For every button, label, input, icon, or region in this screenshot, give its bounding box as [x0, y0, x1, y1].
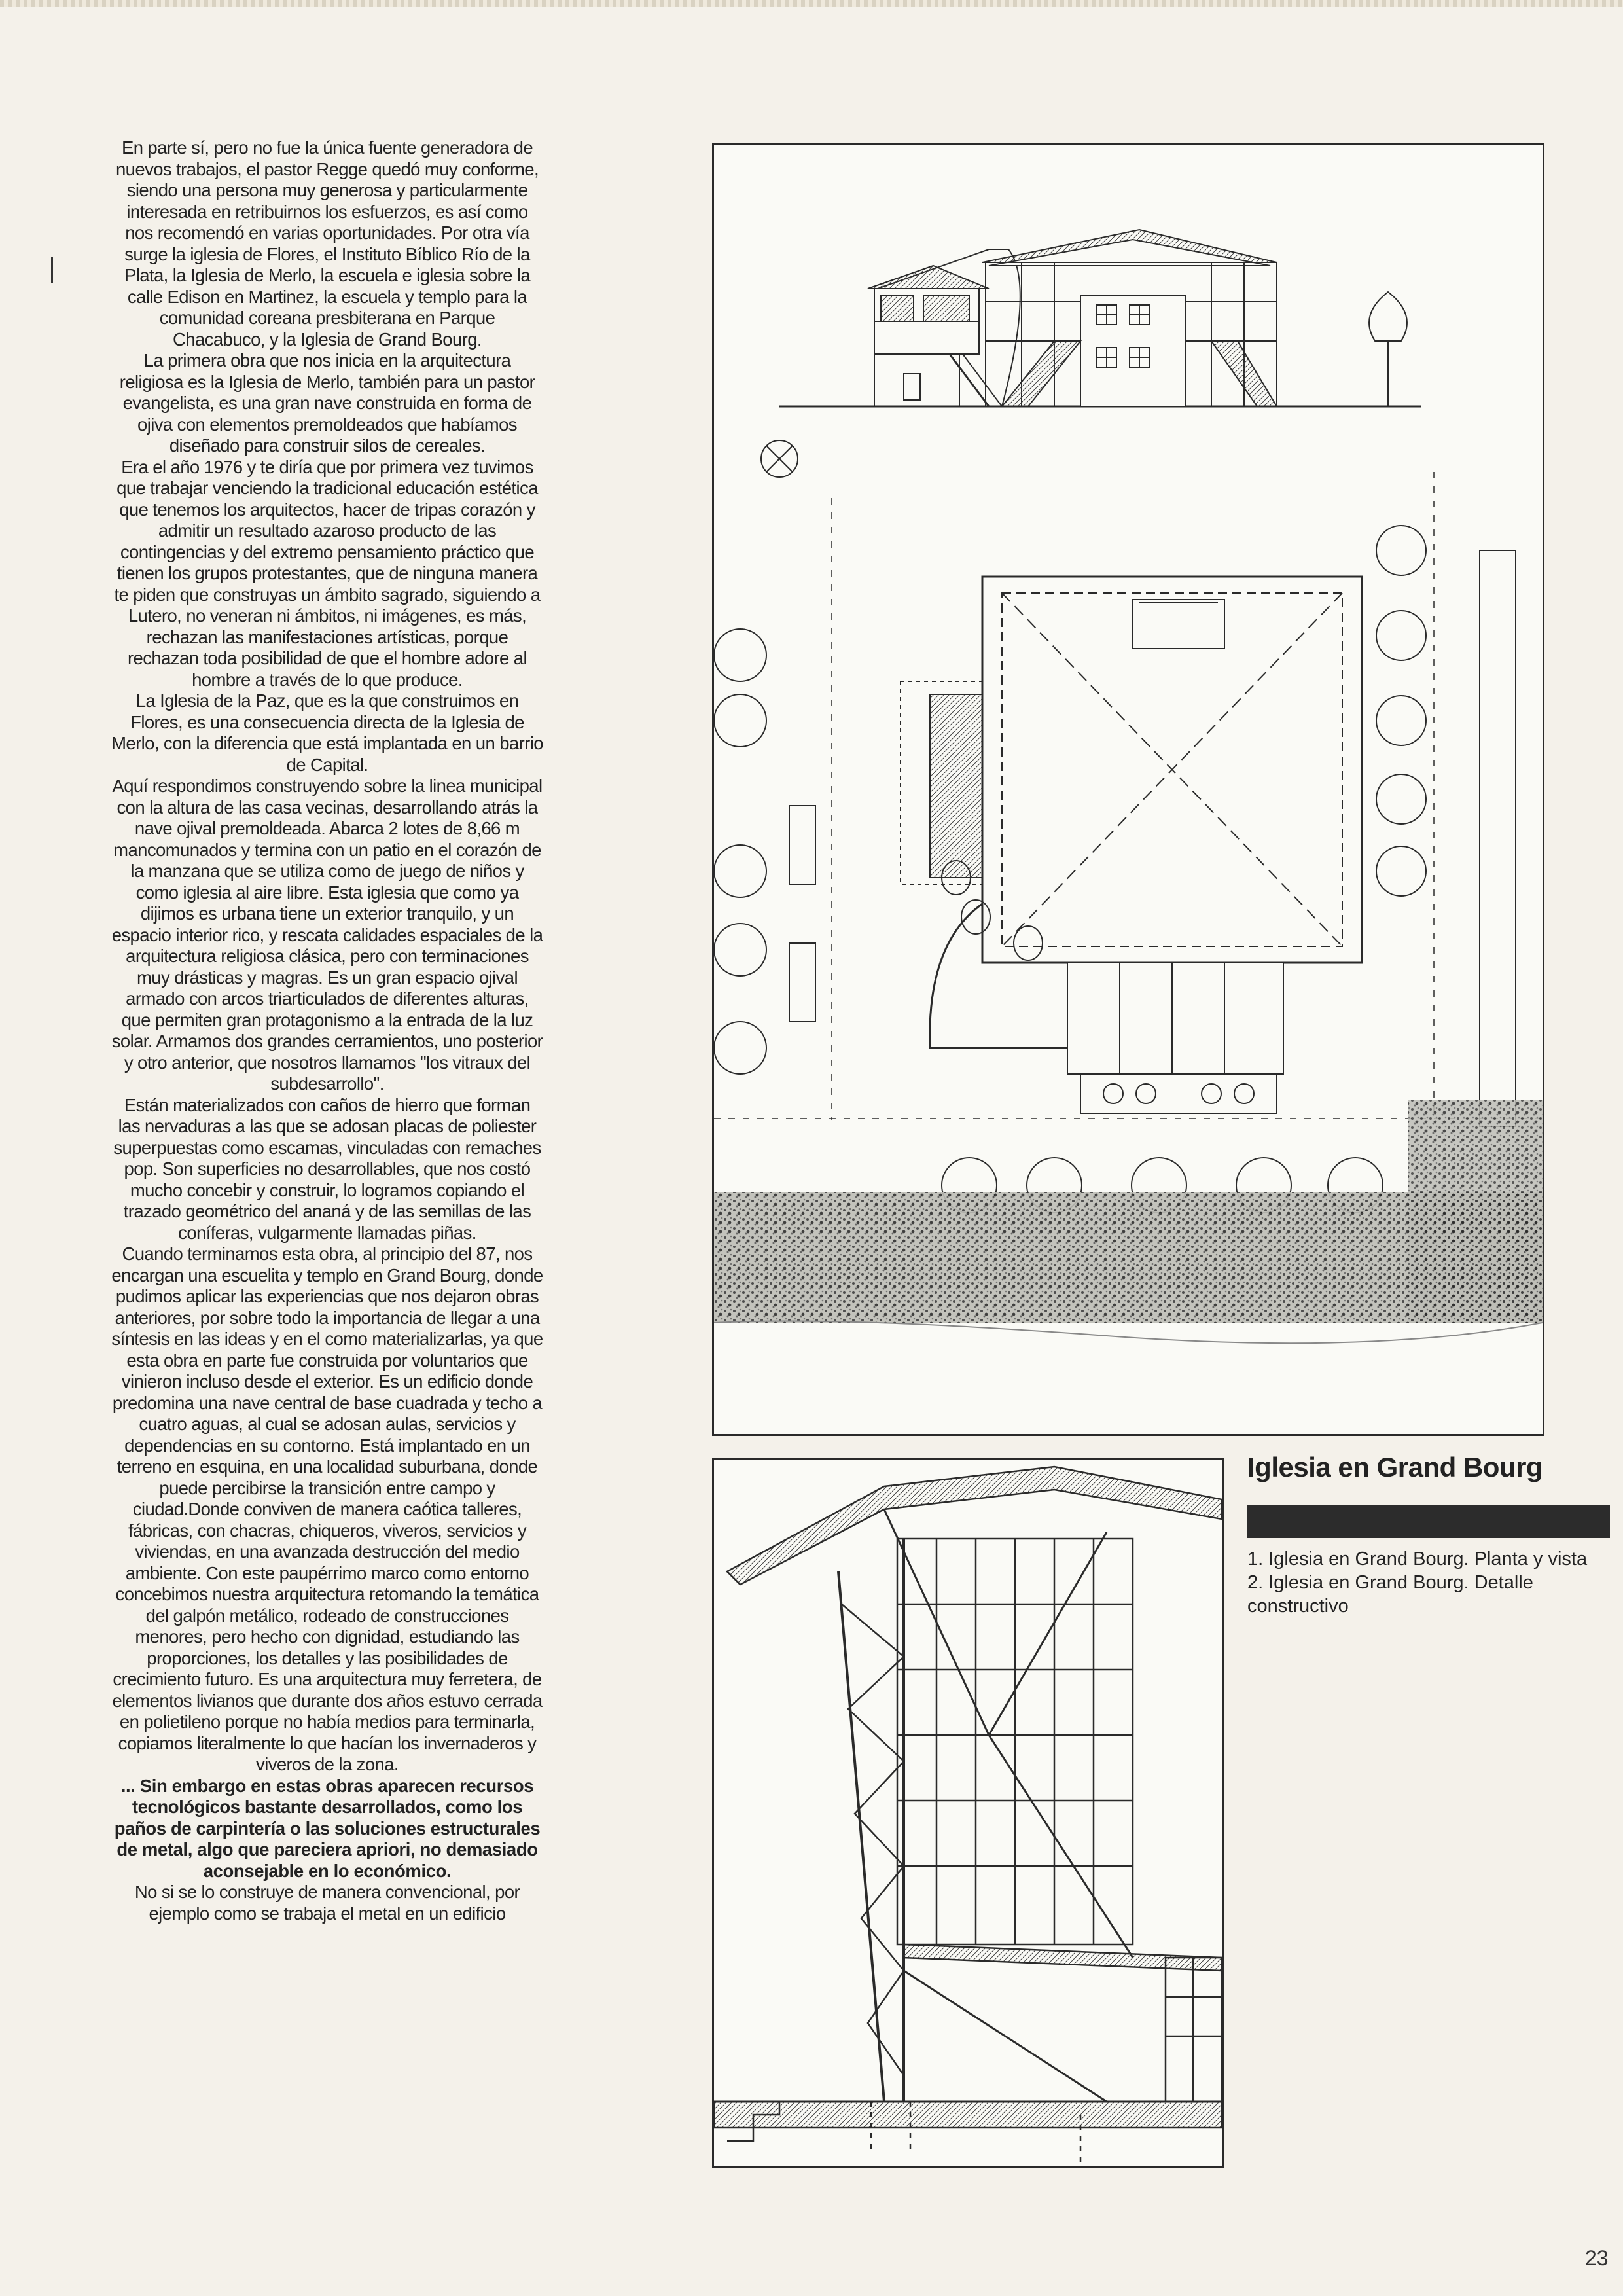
paragraph: En parte sí, pero no fue la única fuente generadora de nuevos trabajos, el pastor Regge quedó muy conforme, siendo una persona muy generosa y particularmente interesada en retribuirnos los esfuerzos, es así como nos recomendó en varias oportunidades. Por otra vía surge la iglesia de Flores, el Instituto Bíblico Río de la Plata, la Iglesia de Merlo, la escuela e iglesia sobre la calle Edison en Martinez, la escuela y templo para la comunidad coreana presbiterana en Parque Chacabuco, y la Iglesia de Grand Bourg. [115, 137, 539, 350]
paragraph: No si se lo construye de manera convencional, por ejemplo como se trabaja el metal en un edificio [134, 1882, 520, 1924]
page-number: 23 [1585, 2246, 1609, 2270]
paragraph: La Iglesia de la Paz, que es la que construimos en Flores, es una consecuencia directa de la Iglesia de Merlo, con la diferencia que está implantada en un barrio de Capital. [111, 691, 543, 775]
figure-captions [1247, 1547, 1601, 1618]
margin-mark [51, 257, 53, 283]
paragraph: Están materializados con caños de hierro que forman las nervaduras a las que se adosan placas de poliester superpuestas como escamas, vinculadas con remaches pop. Son superficies no desarrollables, que nos costó mucho concebir y construir, lo logramos copiando el trazado geométrico del ananá y de las semillas de las coníferas, vulgarmente llamadas piñas. [113, 1094, 541, 1243]
project-title: Iglesia en Grand Bourg [1247, 1452, 1543, 1482]
plan-and-elevation-figure [712, 143, 1544, 1436]
paragraph: La primera obra que nos inicia en la arquitectura religiosa es la Iglesia de Merlo, también para un pastor evangelista, es una gran nave construida en forma de ojiva con elementos premoldeados que habíamos diseñado para construir silos de cereales. [119, 350, 535, 456]
caption-2: 2. Iglesia en Grand Bourg. Detalle constructivo [1247, 1572, 1533, 1617]
scan-edge [0, 0, 1623, 7]
structural-section-icon [714, 1460, 1222, 2166]
construction-detail-figure [712, 1458, 1224, 2168]
article-text [111, 137, 543, 1924]
interview-question: ... Sin embargo en estas obras aparecen recursos tecnológicos bastante desarrollados, como los paños de carpintería o las soluciones estructurales de metal, algo que pareciera apriori, no demasiado aconsejable en lo económico. [114, 1775, 541, 1881]
paragraph: Aquí respondimos construyendo sobre la linea municipal con la altura de las casa vecinas, desarrollando atrás la nave ojival premoldeada. Abarca 2 lotes de 8,66 m mancomunados y termina con un patio en el corazón de la manzana que se utiliza como de juego de niños y como iglesia al aire libre. Esta iglesia que como ya dijimos es urbana tiene un exterior tranquilo, y un espacio interior rico, y rescata calidades espaciales de la arquitectura religiosa clásica, pero con terminaciones muy drásticas y magras. Es un gran espacio ojival armado con arcos triarticulados de diferentes alturas, que permiten gran protagonismo a la entrada de la luz solar. Armamos dos grandes cerramientos, uno posterior y otro anterior, que nosotros llamamos "los vitraux del subdesarrollo". [111, 776, 543, 1094]
architectural-plan-icon [714, 145, 1543, 1434]
caption-1: 1. Iglesia en Grand Bourg. Planta y vista [1247, 1549, 1588, 1570]
title-bar [1247, 1505, 1610, 1538]
paragraph: Era el año 1976 y te diría que por primera vez tuvimos que trabajar venciendo la tradicional educación estética que tenemos los arquitectos, hacer de tripas corazón y admitir un resultado azaroso producto de las contingencias y del extremo pensamiento práctico que tienen los grupos protestantes, que de ninguna manera te piden que construyas un ámbito sagrado, siguiendo a Lutero, no veneran ni ámbitos, ni imágenes, es más, rechazan las manifestaciones artísticas, porque rechazan toda posibilidad de que el hombre adore al hombre a través de lo que produce. [114, 456, 541, 690]
paragraph: Cuando terminamos esta obra, al principio del 87, nos encargan una escuelita y templo en Grand Bourg, donde pudimos aplicar las experiencias que nos dejaron obras anteriores, por sobre todo la importancia de llegar a una síntesis en las ideas y en el como materializarlas, ya que esta obra en parte fue construida por voluntarios que vinieron incluso desde el exterior. Es un edificio donde predomina una nave central de base cuadrada y techo a cuatro aguas, al cual se adosan aulas, servicios y dependencias en su contorno. Está implantado en un terreno en esquina, en una localidad suburbana, donde puede percibirse la transición entre campo y ciudad.Donde conviven de manera caótica talleres, fábricas, con chacras, chiqueros, viveros, servicios y viviendas, en una avanzada destrucción del medio ambiente. Con este paupérrimo marco como entorno concebimos nuestra arquitectura retomando la temática del galpón metálico, rodeado de construcciones menores, pero hecho con dignidad, estudiando las proporciones, los detalles y las posibilidades de crecimiento futuro. Es una arquitectura muy ferretera, de elementos livianos que durante dos años estuvo cerrada en polietileno porque no había medios para terminarla, copiamos literalmente lo que hacían los invernaderos y viveros de la zona. [111, 1244, 543, 1774]
